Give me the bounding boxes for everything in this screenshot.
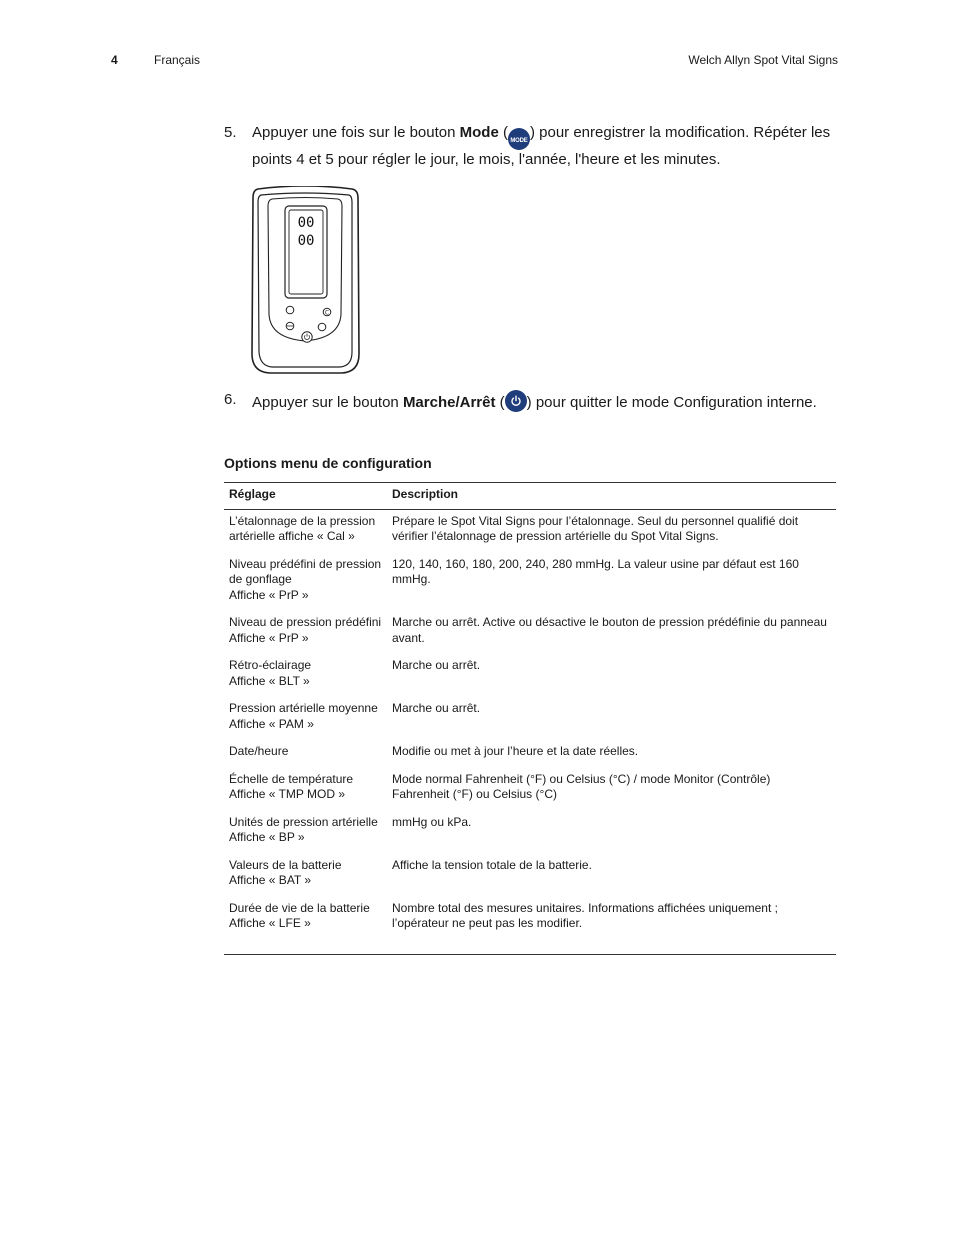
step-text-part: Appuyer sur le bouton <box>252 394 403 411</box>
table-row <box>224 742 836 770</box>
setting-line: Niveau prédéfini de pression <box>229 556 382 571</box>
column-header-description: Description <box>387 483 836 510</box>
device-button-right <box>318 323 326 331</box>
table-row <box>224 899 836 955</box>
header-product-title: Welch Allyn Spot Vital Signs <box>688 53 838 67</box>
setting-cell <box>224 856 387 899</box>
power-button-icon <box>505 390 527 412</box>
device-button-power <box>302 332 312 342</box>
step-6 <box>224 390 844 412</box>
table-header-row <box>224 483 836 510</box>
setting-cell <box>224 509 387 555</box>
setting-cell <box>224 742 387 770</box>
celsius-icon: C <box>324 309 330 317</box>
description-cell: 120, 140, 160, 180, 200, 240, 280 mmHg. La valeur usine par défaut est 160 mmHg. <box>392 556 799 586</box>
step-text-part: ( <box>495 394 505 411</box>
setting-line: Pression artérielle moyenne <box>229 701 378 715</box>
config-options-table <box>224 482 836 955</box>
table-row <box>224 656 836 699</box>
setting-line: Affiche « PrP » <box>229 630 309 645</box>
table-row <box>224 509 836 555</box>
setting-line: Durée de vie de la batterie <box>229 900 370 915</box>
column-header-setting: Réglage <box>224 483 387 510</box>
setting-cell <box>224 656 387 699</box>
setting-line: Affiche « LFE » <box>229 916 311 930</box>
setting-line: Niveau de pression prédéfini <box>229 615 382 629</box>
table-row <box>224 613 836 656</box>
description-cell: Modifie ou met à jour l’heure et la date réelles. <box>392 744 639 758</box>
setting-line: Échelle de température <box>229 771 354 786</box>
setting-line: Valeurs de la batterie <box>229 857 342 872</box>
step-text <box>252 123 844 169</box>
step-text-part: Appuyer une fois sur le bouton <box>252 124 460 141</box>
setting-line: Affiche « TMP MOD » <box>229 787 346 801</box>
setting-line: L’étalonnage de la pression <box>229 513 376 528</box>
table-body <box>224 509 836 954</box>
device-display-line-2: 00 <box>297 233 315 249</box>
description-cell: Affiche la tension totale de la batterie. <box>392 857 592 872</box>
device-button-top-left <box>286 306 294 314</box>
step-5 <box>224 123 844 169</box>
step-text-part: ) pour enregistrer la modification. Répéter les points 4 et 5 pour régler le jour, le mois, l'année, l'heure et les minutes. <box>252 124 831 168</box>
description-cell: Nombre total des mesures unitaires. Informations affichées uniquement ; l’opérateur ne peut pas les modifier. <box>387 899 836 955</box>
setting-cell <box>224 770 387 813</box>
mode-button-icon <box>508 128 530 150</box>
power-button-name: Marche/Arrêt <box>402 394 496 411</box>
step-number: 5. <box>224 124 237 141</box>
table-row <box>224 555 836 614</box>
section-title: Options menu de configuration <box>224 455 432 471</box>
table-row <box>224 770 836 813</box>
mode-icon-label: MODE <box>510 138 528 144</box>
description-cell: Marche ou arrêt. <box>392 658 481 672</box>
setting-line: Affiche « BAT » <box>229 873 312 887</box>
setting-line: de gonflage <box>229 572 292 586</box>
page-number: 4 <box>111 53 118 67</box>
setting-line: Rétro-éclairage <box>229 658 312 672</box>
header-language: Français <box>154 53 201 67</box>
setting-cell <box>224 613 387 656</box>
setting-line: Affiche « PrP » <box>229 587 309 602</box>
step-number: 6. <box>224 391 237 408</box>
table-row <box>224 813 836 856</box>
device-illustration <box>248 186 362 376</box>
description-cell: Marche ou arrêt. <box>392 701 481 715</box>
power-icon <box>510 395 522 407</box>
step-text-part: ) pour quitter le mode Configuration interne. <box>526 394 817 411</box>
description-cell: Marche ou arrêt. Active ou désactive le bouton de pression prédéfinie du panneau avant. <box>392 615 827 645</box>
setting-line: Date/heure <box>229 744 289 758</box>
step-text-part: ( <box>498 124 508 141</box>
description-cell: Prépare le Spot Vital Signs pour l’étalonnage. Seul du personnel qualifié doit vérifier l’étalonnage de pression artérielle du Spot Vital Signs. <box>392 513 799 543</box>
setting-line: artérielle affiche « Cal » <box>229 529 355 543</box>
setting-cell <box>224 813 387 856</box>
step-text <box>252 390 844 412</box>
mode-button-name: Mode <box>459 124 499 141</box>
setting-line: Affiche « BP » <box>229 830 305 844</box>
device-display-line-1: 00 <box>297 215 315 231</box>
setting-line: Unités de pression artérielle <box>229 814 378 829</box>
table-row <box>224 856 836 899</box>
table-row <box>224 699 836 742</box>
setting-cell <box>224 699 387 742</box>
setting-line: Affiche « PAM » <box>229 716 314 731</box>
setting-cell <box>224 899 387 955</box>
setting-cell <box>224 555 387 614</box>
setting-line: Affiche « BLT » <box>229 673 310 688</box>
description-cell: Mode normal Fahrenheit (°F) ou Celsius (°C) / mode Monitor (Contrôle) Fahrenheit (°F) ou Celsius (°C) <box>392 771 771 801</box>
description-cell: mmHg ou kPa. <box>392 814 472 829</box>
